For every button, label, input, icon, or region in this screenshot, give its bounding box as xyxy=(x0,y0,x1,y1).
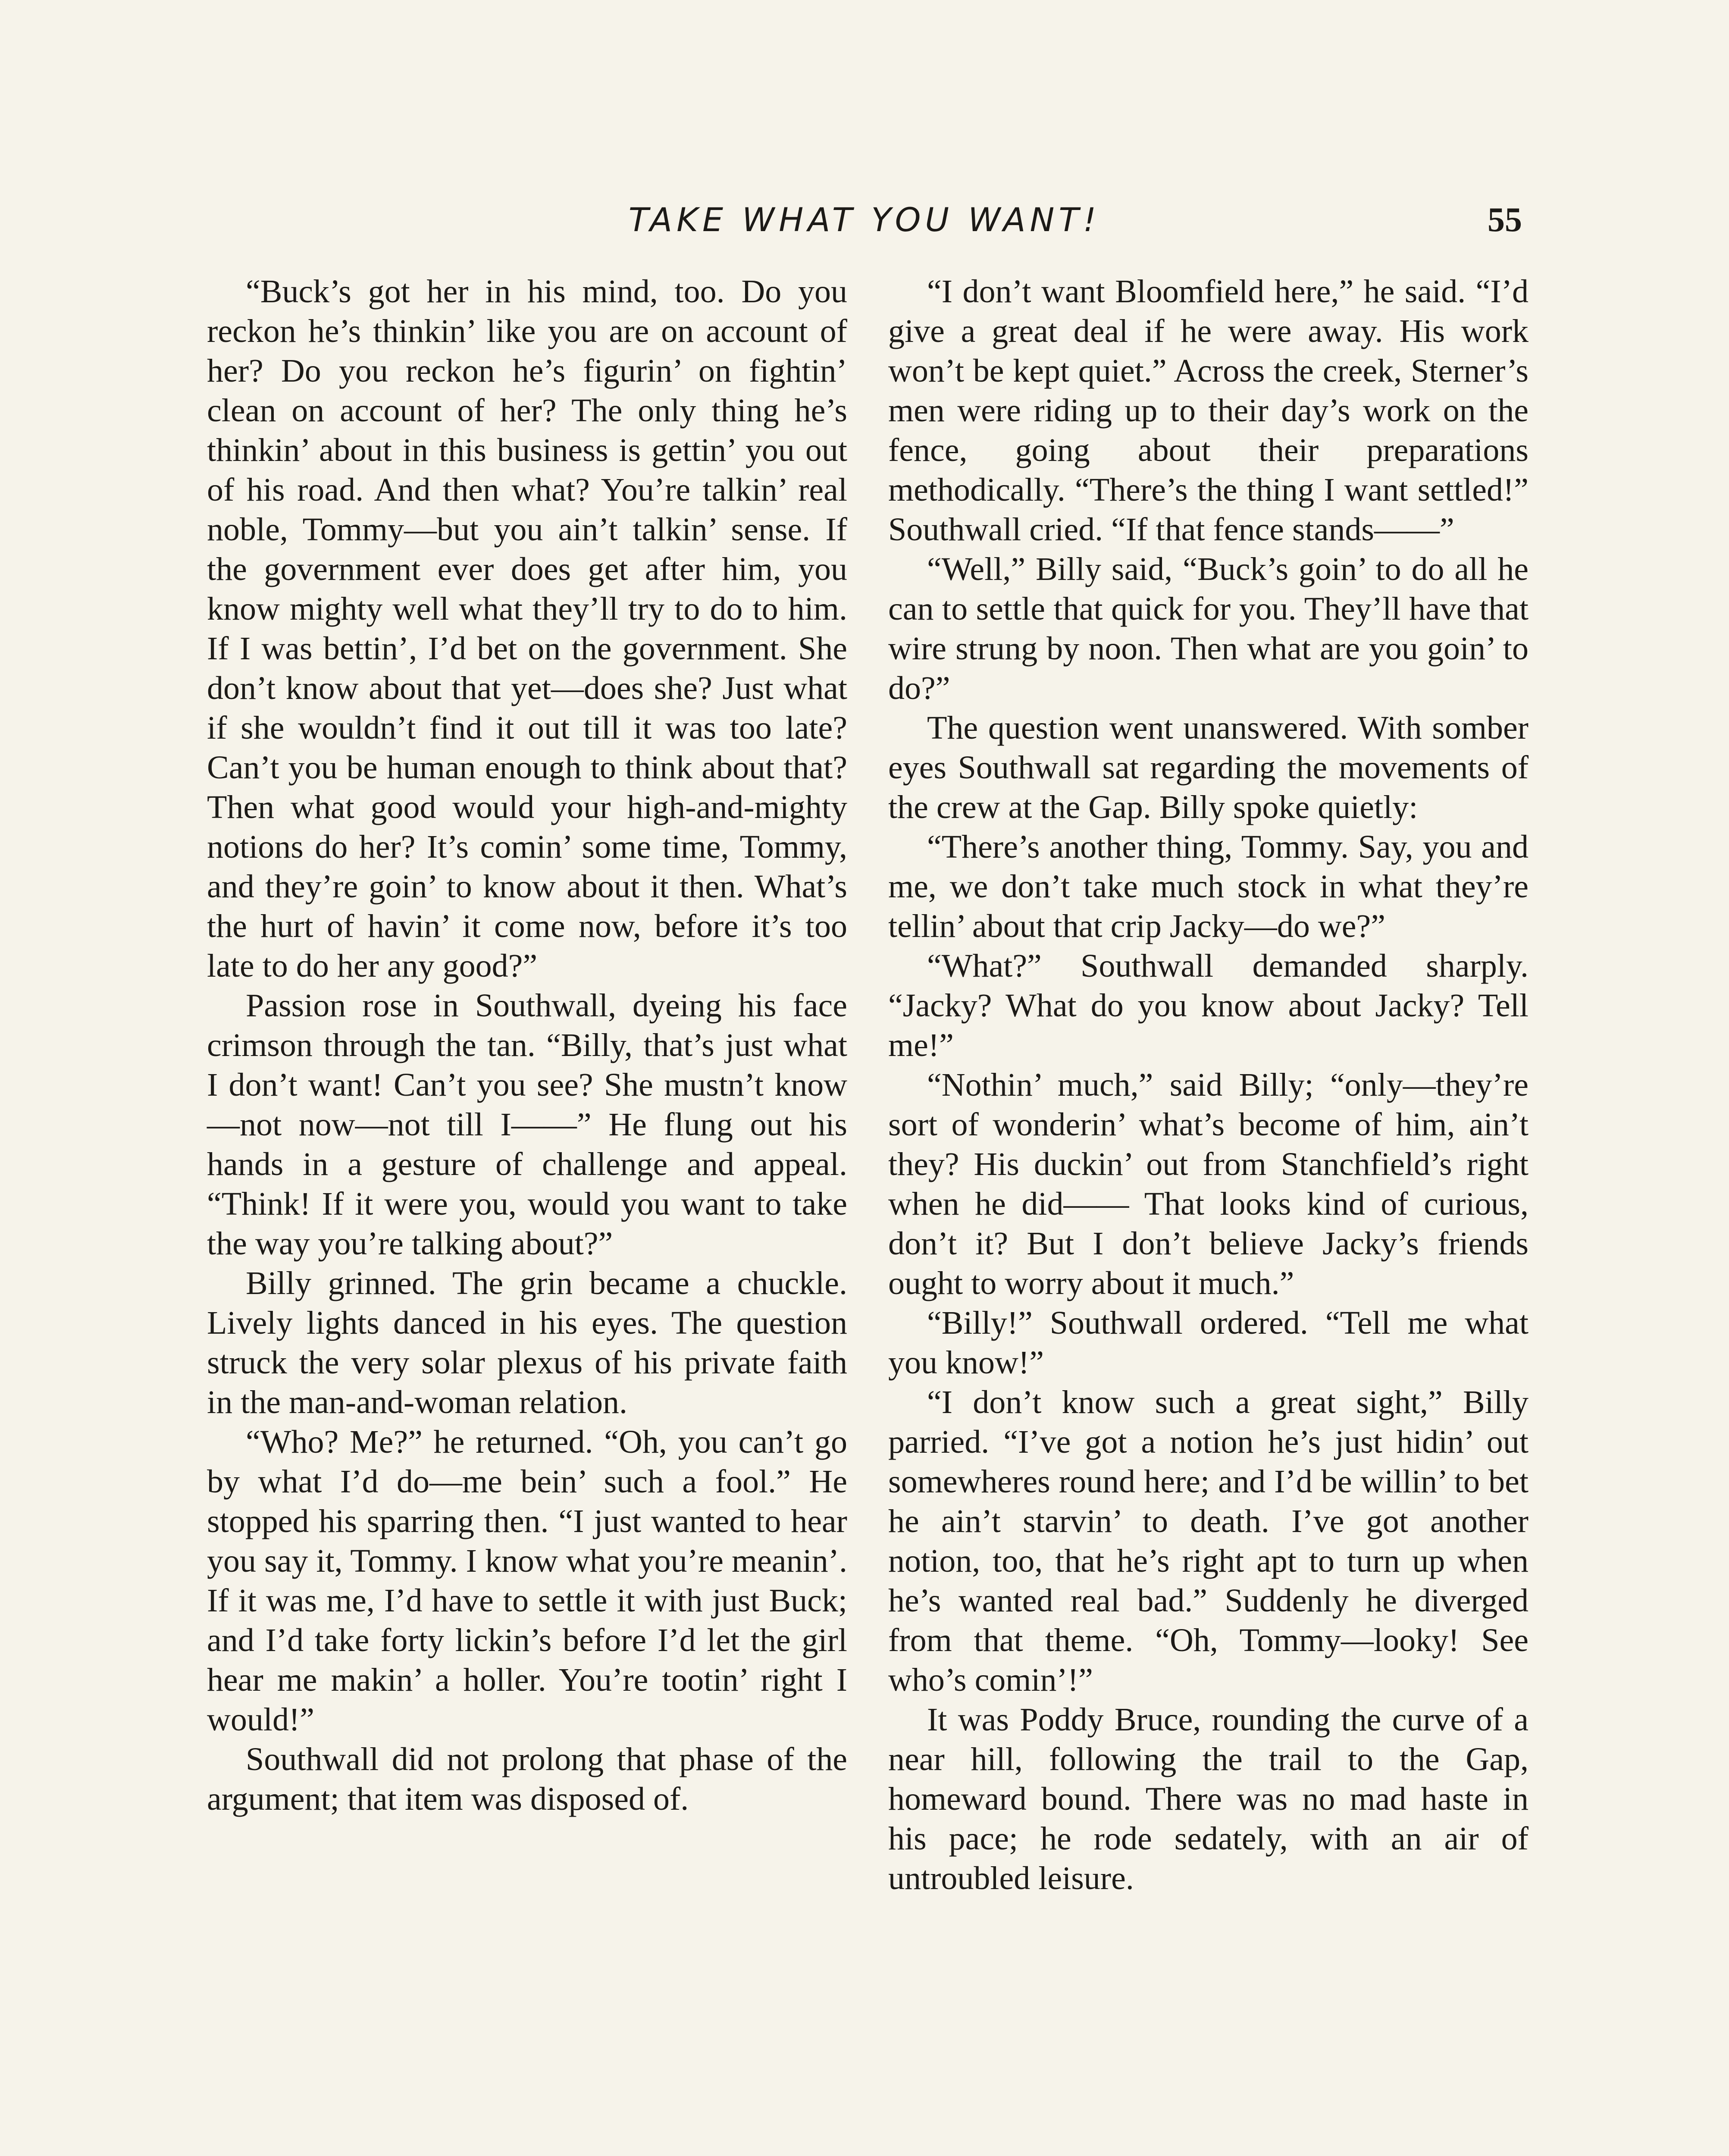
paragraph: “Nothin’ much,” said Billy; “only—they’re sort of wonderin’ what’s become of him, ain’t they? His duckin’ out from Stanchfield’s right when he did—— That looks kind of curious, don’t it? But I don’t believe Jacky’s friends ought to worry about it much.” xyxy=(888,1067,1529,1301)
paragraph: Southwall did not prolong that phase of the argument; that item was disposed of. xyxy=(207,1741,847,1817)
paragraph: “Buck’s got her in his mind, too. Do you reckon he’s thinkin’ like you are on account of her? Do you reckon he’s figurin’ on fightin’ clean on account of her? The only thing he’s thinkin’ about in this business is gettin’ you out of his road. And then what? You’re talkin’ real noble, Tommy—but you ain’t talkin’ sense. If the government ever does get after him, you know mighty well what they’ll try to do to him. If I was bettin’, I’d bet on the government. She don’t know about that yet—does she? Just what if she wouldn’t find it out till it was too late? Can’t you be human enough to think about that? Then what good would your high-and-mighty notions do her? It’s comin’ some time, Tommy, and they’re goin’ to know about it then. What’s the hurt of havin’ it come now, before it’s too late to do her any good?” xyxy=(207,273,847,984)
page-number: 55 xyxy=(1488,201,1522,239)
paragraph: “Who? Me?” he returned. “Oh, you can’t go by what I’d do—me bein’ such a fool.” He stopped his sparring then. “I just wanted to hear you say it, Tommy. I know what you’re meanin’. If it was me, I’d have to settle it with just Buck; and I’d take forty lickin’s before I’d let the girl hear me makin’ a holler. You’re tootin’ right I would!” xyxy=(207,1424,847,1738)
paragraph: “There’s another thing, Tommy. Say, you and me, we don’t take much stock in what they’re tellin’ about that crip Jacky—do we?” xyxy=(888,829,1529,944)
right-column xyxy=(888,272,1529,1898)
paragraph: “I don’t know such a great sight,” Billy parried. “I’ve got a notion he’s just hidin’ out somewheres round here; and I’d be willin’ to bet he ain’t starvin’ to death. I’ve got another notion, too, that he’s right apt to turn up when he’s wanted real bad.” Suddenly he diverged from that theme. “Oh, Tommy—looky! See who’s comin’!” xyxy=(888,1384,1529,1698)
paragraph: “I don’t want Bloomfield here,” he said. “I’d give a great deal if he were away. His work won’t be kept quiet.” Across the creek, Sterner’s men were riding up to their day’s work on the fence, going about their preparations methodically. “There’s the thing I want settled!” Southwall cried. “If that fence stands——” xyxy=(888,273,1529,548)
paragraph: It was Poddy Bruce, rounding the curve of a near hill, following the trail to the Gap, homeward bound. There was no mad haste in his pace; he rode sedately, with an air of untroubled leisure. xyxy=(888,1702,1529,1896)
running-head xyxy=(207,196,1522,244)
paragraph: “Well,” Billy said, “Buck’s goin’ to do all he can to settle that quick for you. They’ll have that wire strung by noon. Then what are you goin’ to do?” xyxy=(888,551,1529,706)
running-title: TAKE WHAT YOU WANT! xyxy=(628,201,1101,239)
paragraph: “What?” Southwall demanded sharply. “Jacky? What do you know about Jacky? Tell me!” xyxy=(888,948,1529,1063)
paragraph: Billy grinned. The grin became a chuckle. Lively lights danced in his eyes. The question struck the very solar plexus of his private faith in the man-and-woman relation. xyxy=(207,1265,847,1420)
paragraph: “Billy!” Southwall ordered. “Tell me what you know!” xyxy=(888,1305,1529,1381)
left-column xyxy=(207,272,847,1819)
paragraph: Passion rose in Southwall, dyeing his face crimson through the tan. “Billy, that’s just what I don’t want! Can’t you see? She mustn’t know—not now—not till I——” He flung out his hands in a gesture of challenge and appeal. “Think! If it were you, would you want to take the way you’re talking about?” xyxy=(207,987,847,1262)
paragraph: The question went unanswered. With somber eyes Southwall sat regarding the movements of the crew at the Gap. Billy spoke quietly: xyxy=(888,710,1529,825)
